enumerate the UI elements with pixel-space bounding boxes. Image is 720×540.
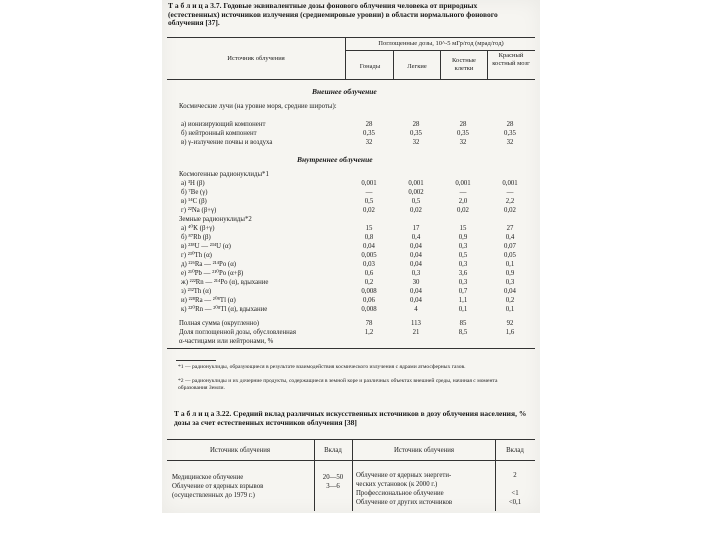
table1-col-divider-2: [393, 50, 394, 79]
footnote-1: *1 — радионуклиды, образующиеся в результате взаимодействия космического излучения с ядрами атмосферных газов.: [178, 364, 466, 370]
table-row: [167, 179, 535, 188]
scanned-page: [162, 0, 540, 513]
table-row: [167, 296, 535, 305]
row-value: 0,07: [504, 243, 516, 250]
cosmogenic-title: Космогенные радионуклиды*1: [179, 171, 269, 178]
table2-row-label: Облучение от ядерных взрывов: [172, 483, 264, 490]
row-value: —: [365, 189, 373, 196]
row-value: 0,008: [361, 288, 377, 295]
row-value: 0,3: [458, 261, 468, 268]
footnote-rule: [176, 360, 216, 361]
share-label-2: α-частицами или нейтронами, %: [179, 338, 274, 345]
table-row: [167, 251, 535, 260]
table-row: [167, 278, 535, 287]
table2-row-value: 3—6: [326, 483, 340, 490]
row-value: 0,2: [505, 297, 515, 304]
row-value: 0,02: [504, 207, 516, 214]
table-row: [167, 260, 535, 269]
row-value: 0,04: [410, 261, 422, 268]
row-label: а) ³H (β): [181, 180, 205, 187]
row-value: 15: [459, 225, 467, 232]
table2-divider-2: [352, 439, 353, 511]
row-value: 0,35: [457, 130, 469, 137]
table-row: [167, 287, 535, 296]
row-value: 0,002: [408, 189, 424, 196]
table1-col-source: Источник облучения: [227, 55, 285, 62]
table-row: [167, 129, 535, 138]
table-row: [167, 188, 535, 197]
table2-row-label: Облучение от ядерных энергети-: [356, 472, 452, 479]
row-label: е) ²¹⁰Pb — ²¹⁰Po (α+β): [181, 270, 244, 277]
row-value: 28: [506, 121, 514, 128]
table2-col-value-2: Вклад: [506, 447, 524, 454]
share-value: 1,2: [364, 329, 374, 336]
table2-col-source-1: Источник облучения: [209, 447, 271, 454]
row-value: 0,2: [364, 279, 374, 286]
cosmogenic-title-row: [167, 170, 535, 179]
row-value: 0,04: [363, 243, 375, 250]
table2-row-value: 20—50: [322, 474, 344, 481]
table2-title: Т а б л и ц а 3.22. Средний вклад различных искусственных источников в дозу облучения населения, % дозы за счет естественных источников облучения [38]: [174, 409, 527, 427]
row-value: 0,005: [361, 252, 377, 259]
share-row-2: [167, 337, 535, 346]
table1-col-divider-4: [487, 50, 488, 79]
row-value: 3,6: [458, 270, 468, 277]
cosmic-title-row: [167, 102, 535, 111]
row-value: 0,02: [363, 207, 375, 214]
cosmic-title: Космические лучи (на уровне моря, средние широты):: [179, 103, 337, 110]
row-label: з) ²³²Th (α): [181, 288, 212, 295]
share-value: 21: [412, 329, 420, 336]
row-value: 28: [365, 121, 373, 128]
row-value: 0,1: [505, 261, 515, 268]
row-value: 17: [412, 225, 420, 232]
row-value: 0,1: [458, 306, 468, 313]
table2-row-label: Медицинское облучение: [172, 474, 244, 481]
total-value: 85: [459, 320, 467, 327]
row-value: 0,5: [411, 198, 421, 205]
row-label: а) ⁴⁰K (β+γ): [181, 225, 215, 232]
row-label: г) ²²Na (β+γ): [181, 207, 217, 214]
table-row: [167, 269, 535, 278]
row-value: 0,04: [410, 243, 422, 250]
share-value: 1,6: [505, 329, 515, 336]
table-row: [167, 197, 535, 206]
share-label: Доля поглощенной дозы, обусловленная: [179, 329, 296, 336]
row-value: 0,008: [361, 306, 377, 313]
row-value: 0,1: [505, 306, 515, 313]
row-value: 32: [506, 139, 514, 146]
row-value: 0,6: [364, 270, 374, 277]
row-value: 0,35: [410, 130, 422, 137]
row-value: 0,5: [364, 198, 374, 205]
row-label: в) γ-излучение почвы и воздуха: [181, 139, 273, 146]
row-value: 0,001: [361, 180, 377, 187]
table2-row-label: (осуществленных до 1979 г.): [172, 492, 255, 499]
row-value: 0,7: [458, 288, 468, 295]
row-label: и) ²²⁸Ra — ²⁰⁸Tl (α): [181, 297, 236, 304]
row-value: 0,03: [363, 261, 375, 268]
row-value: 32: [459, 139, 467, 146]
total-value: 113: [411, 320, 421, 327]
footnote-2: *2 — радионуклиды и их дочерние продукты, содержащиеся в земной коре и различных объектах внешней среды, начиная с момента образования Земли.: [178, 378, 498, 391]
row-value: 0,04: [504, 288, 516, 295]
table2-row-label: ческих установок (к 2000 г.): [356, 481, 438, 488]
share-value: 8,5: [458, 329, 468, 336]
row-value: 0,04: [410, 288, 422, 295]
row-value: 28: [412, 121, 420, 128]
table2-row-value: <0,1: [508, 499, 522, 506]
row-value: 0,001: [408, 180, 424, 187]
table-row: [167, 242, 535, 251]
row-label: в) ²³⁸U — ²³⁴U (α): [181, 243, 231, 250]
table2-row-value: <1: [511, 490, 519, 497]
row-value: 0,3: [458, 243, 468, 250]
row-value: 0,3: [411, 270, 421, 277]
total-value: 92: [506, 320, 514, 327]
total-value: 78: [365, 320, 373, 327]
row-value: 0,9: [505, 270, 515, 277]
row-value: 0,3: [458, 279, 468, 286]
table1-col-marrow: Красный костный мозг: [492, 52, 530, 67]
row-value: 0,8: [364, 234, 374, 241]
table1-col-divider-3: [440, 50, 441, 79]
table-row: [167, 305, 535, 314]
table2-header-rule: [167, 460, 535, 461]
row-value: 2,2: [505, 198, 515, 205]
table1-col-gonads: Гонады: [359, 63, 381, 70]
table2-top-rule: [167, 439, 535, 440]
table1-title: Т а б л и ц а 3.7. Годовые эквивалентные дозы фонового облучения человека от природных (естественных) источников излучения (среднемировые уровни) в области нормального фонового облучения [37].: [168, 1, 498, 27]
row-value: 0,001: [502, 180, 518, 187]
table2-col-source-2: Источник облучения: [393, 447, 455, 454]
table1-col-lungs: Легкие: [407, 63, 427, 70]
row-value: 0,06: [363, 297, 375, 304]
row-value: 28: [459, 121, 467, 128]
row-value: —: [459, 189, 467, 196]
row-value: 0,4: [411, 234, 421, 241]
row-value: 30: [412, 279, 420, 286]
table-row: [167, 224, 535, 233]
row-label: б) нейтронный компонент: [181, 130, 257, 137]
row-label: г) ²³⁰Th (α): [181, 252, 212, 259]
row-label: к) ²²⁰Rn — ²⁰⁸Tl (α), вдыхание: [181, 306, 268, 313]
row-value: 4: [414, 306, 418, 313]
table2-col-value-1: Вклад: [324, 447, 342, 454]
total-row: [167, 319, 535, 328]
row-label: а) ионизирующий компонент: [181, 121, 266, 128]
row-value: 0,5: [458, 252, 468, 259]
table2-divider-3: [495, 439, 496, 511]
table1-top-rule: [167, 37, 535, 38]
table-row: [167, 233, 535, 242]
table-row: [167, 138, 535, 147]
table2-row-label: Профессиональное облучение: [356, 490, 444, 497]
section-internal: Внутреннее облучение: [297, 155, 373, 164]
table1-bottom-rule: [167, 348, 535, 349]
row-value: 1,1: [458, 297, 468, 304]
terrestrial-title: Земные радионуклиды*2: [179, 216, 252, 223]
row-value: 0,02: [457, 207, 469, 214]
table-row: [167, 120, 535, 129]
row-value: 0,3: [505, 279, 515, 286]
row-value: 0,35: [504, 130, 516, 137]
row-value: 32: [365, 139, 373, 146]
section-external: Внешнее облучение: [312, 87, 377, 96]
table1-col-bone: Костные клетки: [452, 57, 476, 72]
total-label: Полная сумма (округленно): [179, 320, 260, 327]
row-value: 27: [506, 225, 514, 232]
table2-row-value: 2: [513, 472, 517, 479]
row-label: ж) ²²²Rn — ²¹⁴Po (α), вдыхание: [181, 279, 269, 286]
row-value: 15: [365, 225, 373, 232]
table-row: [167, 206, 535, 215]
row-value: —: [506, 189, 514, 196]
table1-header-rule: [167, 79, 535, 80]
table2-row-label: Облучение от других источников: [356, 499, 453, 506]
terrestrial-title-row: [167, 215, 535, 224]
row-value: 0,04: [410, 252, 422, 259]
row-value: 0,35: [363, 130, 375, 137]
row-value: 32: [412, 139, 420, 146]
row-value: 0,04: [410, 297, 422, 304]
row-label: б) ⁷Be (γ): [181, 189, 208, 196]
row-value: 0,05: [504, 252, 516, 259]
row-value: 2,0: [458, 198, 468, 205]
row-value: 0,4: [505, 234, 515, 241]
row-value: 0,02: [410, 207, 422, 214]
table1-col-divider: [345, 37, 346, 79]
row-label: в) ¹⁴C (β): [181, 198, 207, 205]
table2-divider-1: [314, 439, 315, 511]
table1-col-dose-header: Поглощенные дозы, 10^-5 мГр/год (мрад/год): [378, 40, 504, 47]
row-label: б) ⁸⁷Rb (β): [181, 234, 211, 241]
row-value: 0,9: [458, 234, 468, 241]
row-label: д) ²²⁶Ra — ²¹⁴Po (α): [181, 261, 237, 268]
row-value: 0,001: [455, 180, 471, 187]
share-row: [167, 328, 535, 337]
